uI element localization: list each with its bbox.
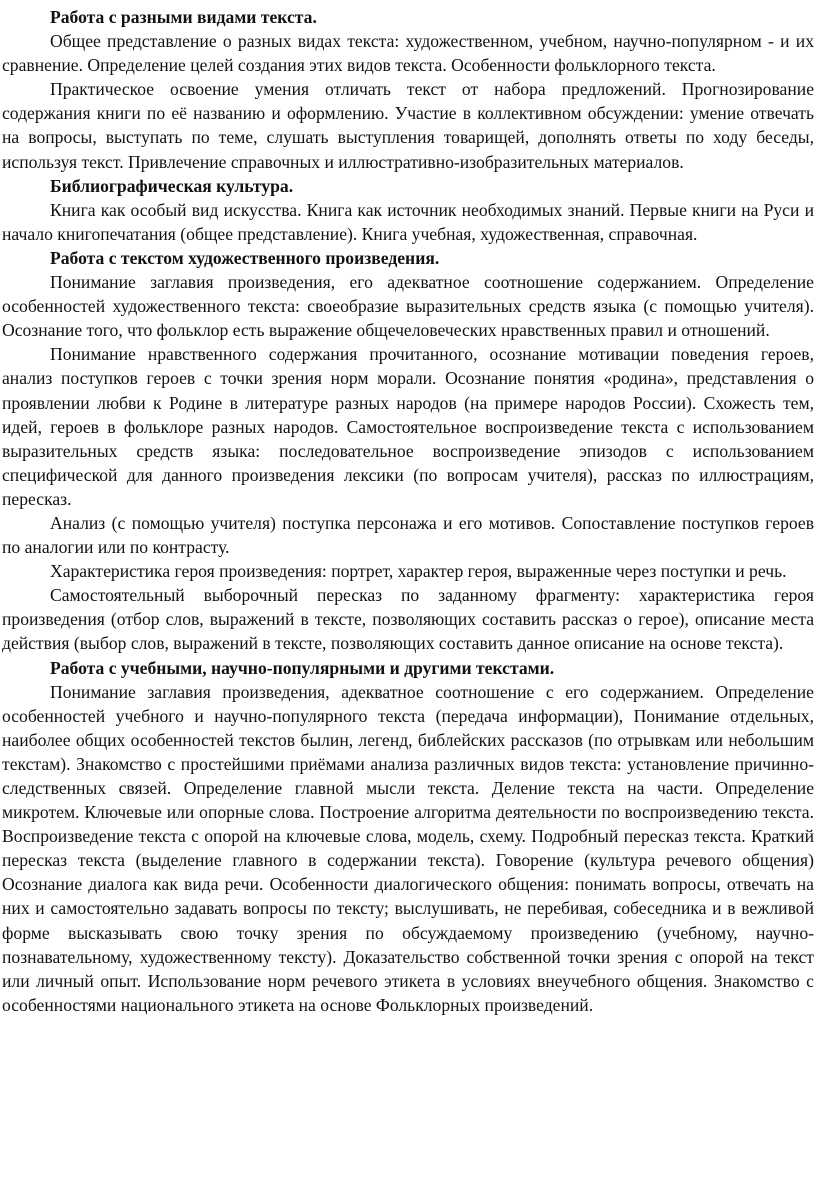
heading-bibliographic: Библиографическая культура. [50, 175, 294, 196]
para-general-idea: Общее представление о разных видах текста: художественном, учебном, научно-популярном - и их сравнение. Определение целей создания этих видов текста. Особенности фольклорного текста. [2, 31, 814, 76]
para-moral-content: Понимание нравственного содержания прочитанного, осознание мотивации поведения героев, анализ поступков героев с точки зрения норм морали. Осознание понятия «родина», представления о проявлении любви к Родине в литературе разных народов (на примере народов России). Схожесть тем, идей, героев в фольклоре разных народов. Самостоятельное воспроизведение текста с использованием выразительных средств языка: последовательное воспроизведение эпизодов с использованием специфической для данного произведения лексики (по вопросам учителя), рассказ по иллюстрациям, пересказ. [2, 344, 814, 509]
heading-artistic-work: Работа с текстом художественного произведения. [50, 247, 440, 268]
heading-educational-texts: Работа с учебными, научно-популярными и другими текстами. [50, 657, 555, 678]
para-hero-characteristics: Характеристика героя произведения: портрет, характер героя, выраженные через поступки и речь. [50, 561, 787, 582]
para-analysis: Анализ (с помощью учителя) поступка персонажа и его мотивов. Сопоставление поступков героев по аналогии или по контрасту. [2, 512, 814, 558]
para-practical: Практическое освоение умения отличать текст от набора предложений. Прогнозирование содержания книги по её названию и оформлению. Участие в коллективном обсуждении: умение отвечать на вопросы, выступать по теме, слушать выступления товарищей, дополнять ответы по ходу беседы, используя текст. Привлечение справочных и иллюстративно-изобразительных материалов. [2, 79, 814, 172]
para-book-art: Книга как особый вид искусства. Книга как источник необходимых знаний. Первые книги на Руси и начало книгопечатания (общее представление). Книга учебная, художественная, справочная. [2, 199, 814, 244]
para-educational-details: Понимание заглавия произведения, адекватное соотношение с его содержанием. Определение особенностей учебного и научно-популярного текста (передача информации), Понимание отдельных, наиболее общих особенностей текстов былин, легенд, библейских рассказов (по отрывкам или небольшим текстам). Знакомство с простейшими приёмами анализа различных видов текста: установление причинно-следственных связей. Определение главной мысли текста. Деление текста на части. Определение микротем. Ключевые или опорные слова. Построение алгоритма деятельности по воспроизведению текста. Воспроизведение текста с опорой на ключевые слова, модель, схему. Подробный пересказ текста. Краткий пересказ текста (выделение главного в содержании текста). Говорение (культура речевого общения) Осознание диалога как вида речи. Особенности диалогического общения: понимать вопросы, отвечать на них и самостоятельно задавать вопросы по тексту; выслушивать, не перебивая, собеседника и в вежливой форме высказывать свою точку зрения по обсуждаемому произведению (учебному, научно-познавательному, художественному тексту). Доказательство собственной точки зрения с опорой на текст или личный опыт. Использование норм речевого этикета в условиях внеучебного общения. Знакомство с особенностями национального этикета на основе Фольклорных произведений. [2, 681, 814, 1015]
heading-text-types: Работа с разными видами текста. [50, 7, 317, 27]
para-title-understanding: Понимание заглавия произведения, его адекватное соотношение содержанием. Определение особенностей художественного текста: своеобразие выразительных средств языка (с помощью учителя). Осознание того, что фольклор есть выражение общечеловеческих нравственных правил и отношений. [2, 272, 814, 341]
para-selective-retelling: Самостоятельный выборочный пересказ по заданному фрагменту: характеристика героя произведения (отбор слов, выражений в тексте, позволяющих составить рассказ о герое), описание места действия (выбор слов, выражений в тексте, позволяющих составить данное описание на основе текста). [2, 585, 814, 654]
document-page [2, 5, 814, 1017]
